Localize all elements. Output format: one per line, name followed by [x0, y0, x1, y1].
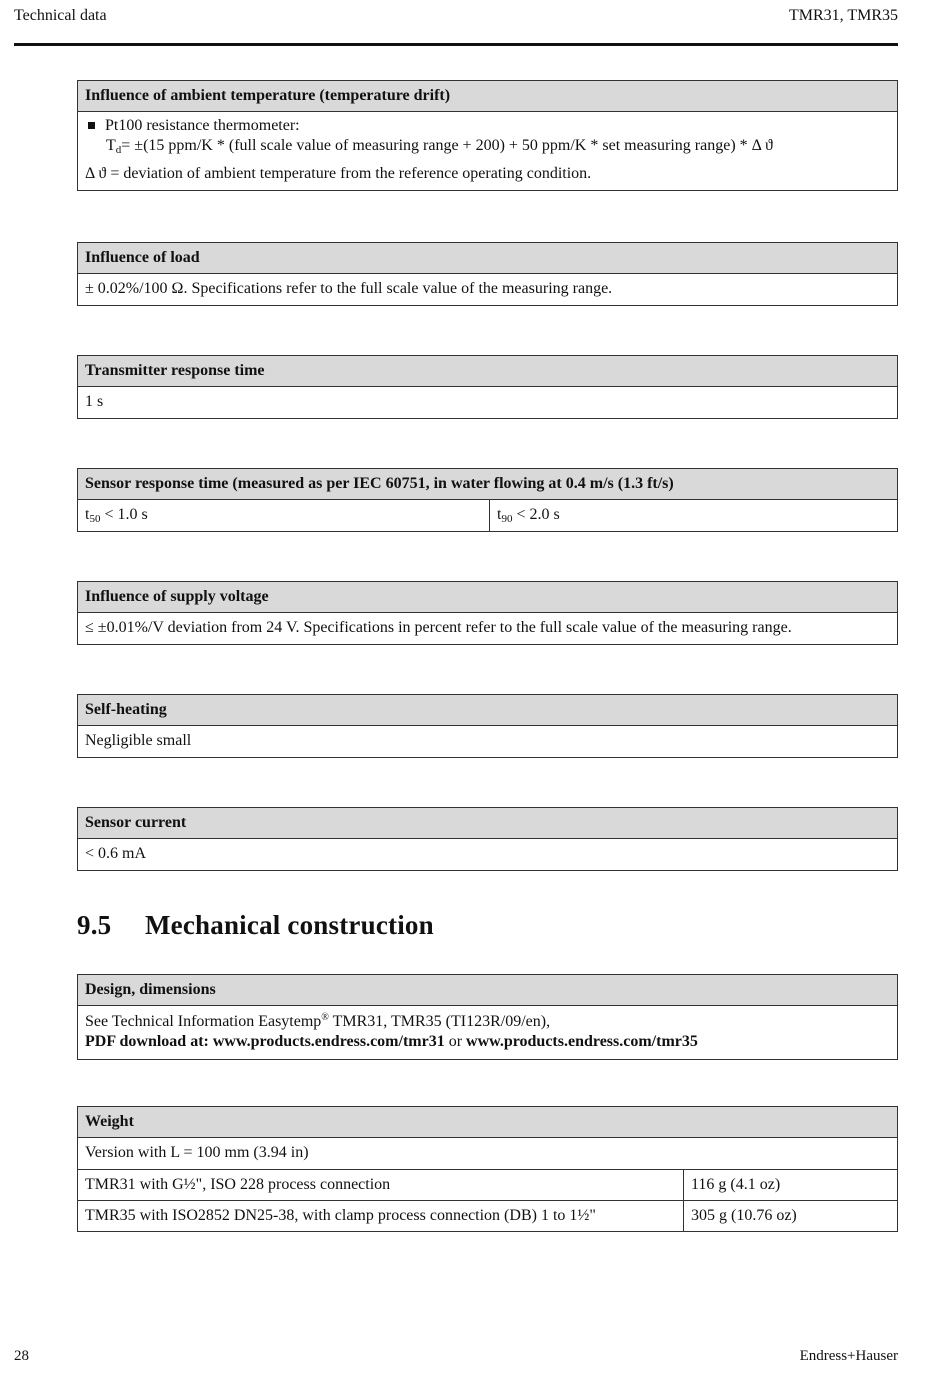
supply-voltage-title: Influence of supply voltage [78, 582, 897, 613]
download-link-tmr35[interactable]: www.products.endress.com/tmr35 [466, 1033, 698, 1050]
temperature-drift-title: Influence of ambient temperature (temperature drift) [78, 81, 897, 112]
self-heating-table [77, 694, 898, 758]
header-product-label: TMR31, TMR35 [788, 7, 898, 24]
table-row [78, 1169, 897, 1200]
weight-row-value: 116 g (4.1 oz) [683, 1170, 897, 1200]
design-line-2 [85, 1032, 890, 1052]
design-title: Design, dimensions [78, 975, 897, 1006]
weight-title: Weight [78, 1107, 897, 1138]
drift-bullet-label: Pt100 resistance thermometer: [105, 117, 300, 134]
registered-mark: ® [321, 1012, 329, 1023]
load-table [77, 242, 898, 306]
self-heating-title: Self-heating [78, 695, 897, 726]
t50-sub: 50 [89, 513, 101, 525]
t90-sub: 90 [501, 513, 513, 525]
design-table [77, 974, 898, 1060]
transmitter-response-title: Transmitter response time [78, 356, 897, 387]
section-heading [77, 910, 434, 941]
sensor-current-table [77, 807, 898, 871]
sensor-response-table [77, 468, 898, 532]
design-line1-text: See Technical Information Easytemp [85, 1013, 322, 1030]
section-number: 9.5 [77, 910, 112, 940]
sensor-current-title: Sensor current [78, 808, 897, 839]
temperature-drift-body [78, 112, 897, 190]
sensor-response-title: Sensor response time (measured as per IEC 60751, in water flowing at 0.4 m/s (1.3 ft/s) [78, 469, 897, 500]
weight-version: Version with L = 100 mm (3.94 in) [85, 1144, 309, 1161]
footer-brand: Endress+Hauser [799, 1348, 898, 1364]
self-heating-text: Negligible small [85, 732, 192, 749]
drift-formula-lhs: T [106, 137, 116, 154]
supply-voltage-table [77, 581, 898, 645]
transmitter-response-text: 1 s [85, 393, 104, 410]
weight-row-label: TMR35 with ISO2852 DN25-38, with clamp process connection (DB) 1 to 1½" [85, 1207, 596, 1224]
t90-base: t [497, 506, 502, 523]
design-line1-rest: TMR31, TMR35 (TI123R/09/en), [328, 1013, 551, 1030]
design-body [78, 1006, 897, 1059]
t90-cell [489, 500, 897, 531]
drift-formula [85, 136, 890, 156]
weight-row-label: TMR31 with G½", ISO 228 process connection [85, 1176, 391, 1193]
download-link-tmr31[interactable]: PDF download at: www.products.endress.com/tmr31 [85, 1033, 445, 1050]
t50-cell [78, 500, 489, 531]
section-title: Mechanical construction [145, 910, 434, 940]
drift-formula-rest: = ±(15 ppm/K * (full scale value of measuring range + 200) + 50 ppm/K * set measuring range) * Δ ϑ [121, 137, 773, 154]
sensor-current-text: < 0.6 mA [85, 845, 147, 862]
design-line-1 [85, 1012, 890, 1032]
transmitter-response-table [77, 355, 898, 419]
drift-note: Δ ϑ = deviation of ambient temperature from the reference operating condition. [85, 165, 592, 182]
sensor-response-row [78, 500, 897, 531]
header-section-label: Technical data [14, 7, 107, 24]
header-divider [14, 43, 898, 46]
table-row [78, 1200, 897, 1231]
design-or-text: or [444, 1033, 467, 1050]
drift-bullet-item [85, 116, 890, 136]
page-number: 28 [14, 1348, 29, 1364]
load-title: Influence of load [78, 243, 897, 274]
t90-value: < 2.0 s [512, 506, 560, 523]
square-bullet-icon [88, 122, 95, 129]
load-text: ± 0.02%/100 Ω. Specifications refer to the full scale value of the measuring range. [85, 280, 613, 297]
drift-formula-sub: d [115, 144, 122, 156]
t50-base: t [85, 506, 90, 523]
weight-row-value: 305 g (10.76 oz) [683, 1201, 897, 1231]
supply-voltage-text: ≤ ±0.01%/V deviation from 24 V. Specifications in percent refer to the full scale value of the measuring range. [85, 619, 792, 636]
t50-value: < 1.0 s [100, 506, 148, 523]
weight-table [77, 1106, 898, 1232]
temperature-drift-table [77, 80, 898, 191]
